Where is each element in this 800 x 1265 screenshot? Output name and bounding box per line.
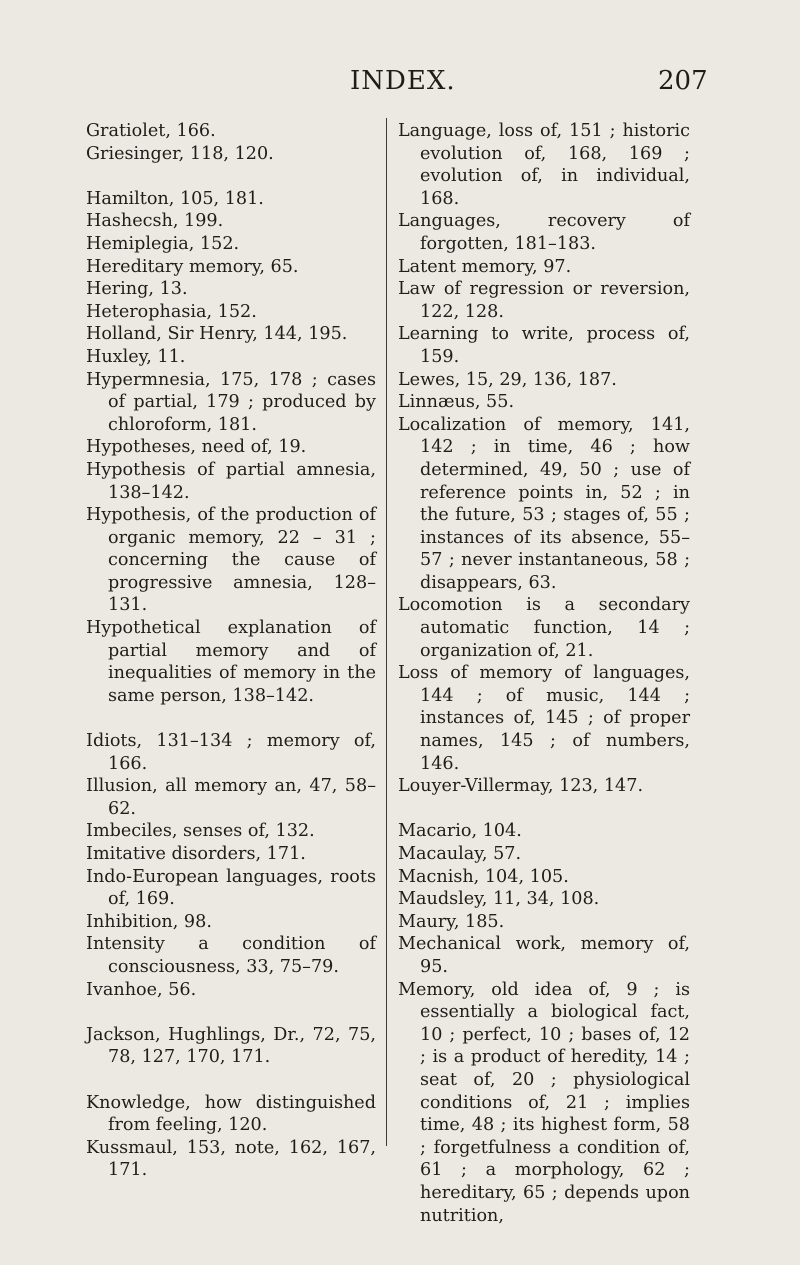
column-divider	[386, 118, 387, 1146]
index-entry: Maury, 185.	[398, 911, 505, 932]
index-entry: Hypotheses, need of, 19.	[86, 437, 307, 458]
index-entry: Ivanhoe, 56.	[86, 979, 197, 1000]
index-entry: Hemiplegia, 152.	[86, 233, 240, 254]
index-entry: Indo-European languages, roots of, 169.	[86, 866, 376, 910]
index-entry: Macaulay, 57.	[398, 844, 522, 864]
section-gap	[86, 1001, 376, 1024]
index-entry: Kussmaul, 153, note, 162, 167, 171.	[86, 1137, 376, 1181]
page-header	[0, 66, 800, 102]
page-number: 207	[658, 66, 708, 96]
index-entry: Macnish, 104, 105.	[398, 866, 569, 887]
index-entry: Memory, old idea of, 9 ; is essentially a biological fact, 10 ; perfect, 10 ; bases of, 12 ; is a product of heredity, 14 ; seat of, 20 ; physiological conditions of, 21 ; implies time, 48 ; its highest form, 58 ; forgetfulness a condition of, 61 ; a morphology, 62 ; hereditary, 65 ; depends upon nutrition,	[398, 979, 690, 1226]
index-entry: Hereditary memory, 65.	[86, 256, 299, 277]
index-entry: Hypermnesia, 175, 178 ; cases of partial, 179 ; produced by chloroform, 181.	[86, 369, 376, 435]
index-entry: Learning to write, process of, 159.	[398, 324, 690, 367]
index-entry: Hypothesis of partial amnesia, 138–142.	[86, 459, 376, 503]
index-entry: Hamilton, 105, 181.	[86, 188, 264, 209]
index-entry: Linnæus, 55.	[398, 392, 515, 413]
index-entry: Imitative disorders, 171.	[86, 844, 306, 864]
index-entry: Jackson, Hughlings, Dr., 72, 75, 78, 127, 170, 171.	[86, 1024, 376, 1068]
index-entry: Louyer-Villermay, 123, 147.	[398, 776, 644, 797]
index-entry: Localization of memory, 141, 142 ; in time, 46 ; how determined, 49, 50 ; use of reference points in, 52 ; in the future, 53 ; stages of, 55 ; instances of its absence, 55–57 ; never instantaneous, 58 ; disappears, 63.	[398, 414, 690, 593]
index-entry: Griesinger, 118, 120.	[86, 143, 274, 164]
page-title: INDEX.	[350, 66, 456, 96]
index-entry: Latent memory, 97.	[398, 256, 572, 277]
index-entry: Macario, 104.	[398, 821, 522, 842]
index-entry: Hashecsh, 199.	[86, 211, 224, 232]
index-entry: Idiots, 131–134 ; memory of, 166.	[86, 731, 376, 774]
index-entry: Intensity a condition of consciousness, 33, 75–79.	[86, 934, 376, 977]
section-gap	[398, 798, 690, 821]
index-entry: Law of regression or reversion, 122, 128.	[398, 279, 690, 322]
index-entry: Maudsley, 11, 34, 108.	[398, 889, 600, 910]
index-entry: Hering, 13.	[86, 279, 188, 300]
index-entry: Inhibition, 98.	[86, 911, 212, 932]
section-gap	[86, 707, 376, 730]
right-column	[398, 120, 690, 1227]
index-entry: Heterophasia, 152.	[86, 301, 257, 322]
index-entry: Illusion, all memory an, 47, 58–62.	[86, 776, 376, 819]
index-entry: Holland, Sir Henry, 144, 195.	[86, 324, 348, 345]
index-entry: Hypothesis, of the production of organic memory, 22 – 31 ; concerning the cause of progressive amnesia, 128–131.	[86, 505, 376, 616]
index-entry: Mechanical work, memory of, 95.	[398, 934, 690, 977]
index-entry: Lewes, 15, 29, 136, 187.	[398, 369, 617, 390]
index-entry: Imbeciles, senses of, 132.	[86, 821, 315, 842]
index-entry: Hypothetical explanation of partial memory and of inequalities of memory in the same person, 138–142.	[86, 618, 376, 706]
left-column	[86, 120, 376, 1182]
index-entry: Loss of memory of languages, 144 ; of music, 144 ; instances of, 145 ; of proper names, 145 ; of numbers, 146.	[398, 663, 690, 774]
index-entry: Gratiolet, 166.	[86, 121, 216, 141]
index-entry: Huxley, 11.	[86, 346, 186, 367]
index-entry: Language, loss of, 151 ; historic evolution of, 168, 169 ; evolution of, in individual, 168.	[398, 121, 690, 209]
index-entry: Locomotion is a secondary automatic function, 14 ; organization of, 21.	[398, 595, 690, 661]
section-gap	[86, 1069, 376, 1092]
index-entry: Languages, recovery of forgotten, 181–183.	[398, 211, 690, 254]
index-entry: Knowledge, how distinguished from feeling, 120.	[86, 1092, 376, 1136]
section-gap	[86, 165, 376, 188]
